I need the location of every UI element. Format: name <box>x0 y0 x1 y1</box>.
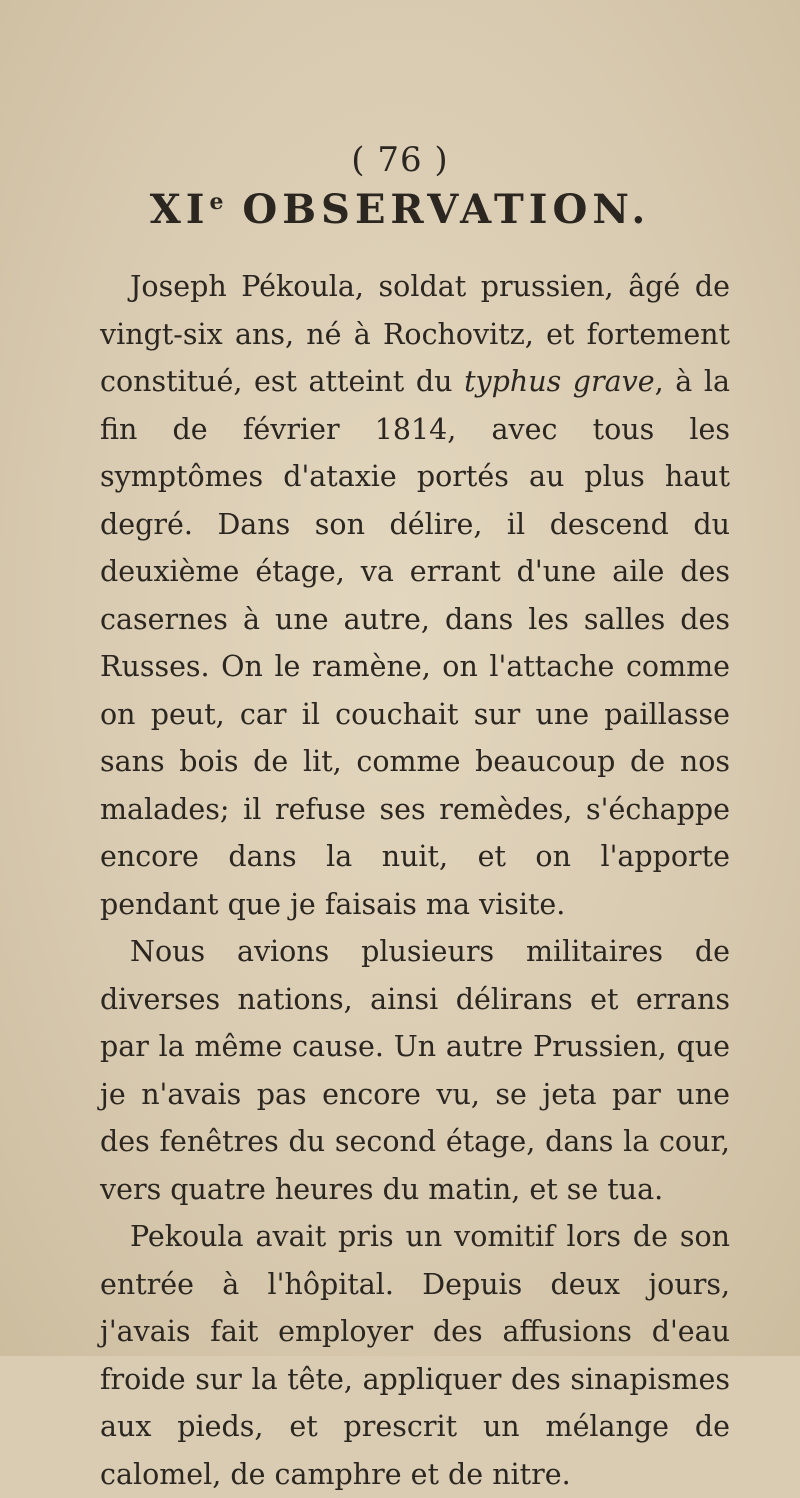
heading-numeral: XI <box>149 186 210 233</box>
heading-title: OBSERVATION. <box>242 186 651 233</box>
paragraph-1 <box>100 263 730 928</box>
paragraph-1-start: Joseph Pékoula, soldat prussien, âgé de vingt-six ans, né à Rochovitz, et fortement constitué, est atteint du <box>100 270 730 398</box>
observation-heading <box>0 186 800 233</box>
paragraph-2: Nous avions plusieurs militaires de diverses nations, ainsi délirans et errans par la même cause. Un autre Prussien, que je n'avais pas encore vu, se jeta par une des fenêtres du second étage, dans la cour, vers quatre heures du matin, et se tua. <box>100 935 730 1206</box>
heading-numeral-suffix: e <box>209 189 224 215</box>
paragraph-1-italic: typhus grave <box>464 365 655 398</box>
paragraph-1-end: , à la fin de février 1814, avec tous les symptômes d'ataxie portés au plus haut degré. Dans son délire, il descend du deuxième étage, va errant d'une aile des casernes à une autre, dans les salles des Russes. On le ramène, on l'attache comme on peut, car il couchait sur une paillasse sans bois de lit, comme beaucoup de nos malades; il refuse ses remèdes, s'échappe encore dans la nuit, et on l'apporte pendant que je faisais ma visite. <box>100 365 731 921</box>
paragraph-3: Pekoula avait pris un vomitif lors de son entrée à l'hôpital. Depuis deux jours, j'avais fait employer des affusions d'eau froide sur la tête, appliquer des sinapismes aux pieds, et prescrit un mélange de calomel, de camphre et de nitre. <box>100 1220 730 1491</box>
page-number: ( 76 ) <box>351 140 449 180</box>
body-text <box>100 263 730 1498</box>
